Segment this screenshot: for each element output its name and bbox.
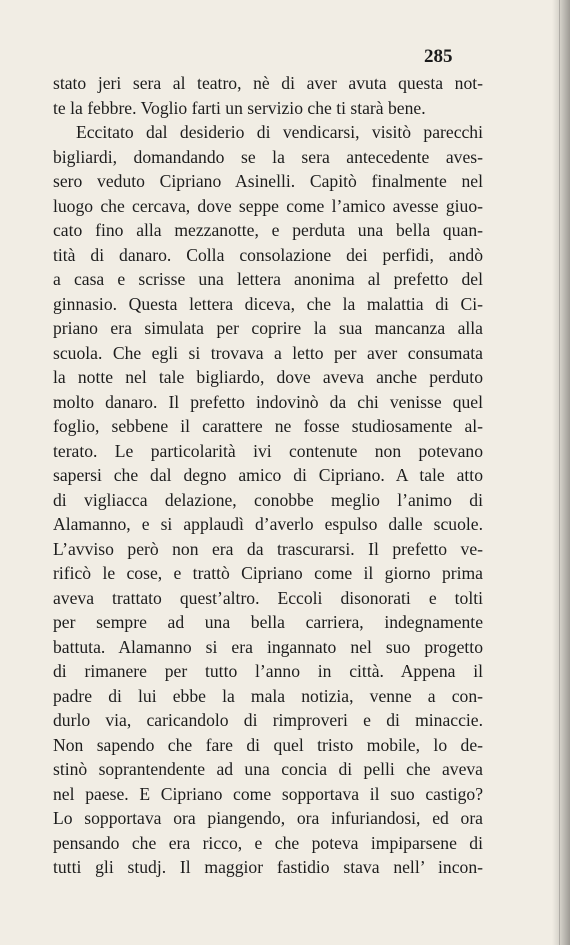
text-line: bigliardi, domandando se la sera antecedente aves- [53,146,483,167]
page-edge-shadow [552,0,570,945]
text-line: L’avviso però non era da trascurarsi. Il prefetto ve- [53,538,483,559]
text-line: ginnasio. Questa lettera diceva, che la malattia di Ci- [53,293,483,314]
text-line: a casa e scrisse una lettera anonima al prefetto del [53,269,483,289]
text-line: di vigliacca delazione, conobbe meglio l’animo di [53,489,483,510]
text-line: Non sapendo che fare di quel tristo mobile, lo de- [53,734,483,755]
text-line: di rimanere per tutto l’anno in città. Appena il [53,661,483,681]
text-line: priano era simulata per coprire la sua mancanza alla [53,318,483,338]
text-line: la notte nel tale bigliardo, dove aveva anche perduto [53,367,483,387]
text-line: Alamanno, e si applaudì d’averlo espulso dalle scuole. [53,514,483,534]
text-line: rificò le cose, e trattò Cipriano come il giorno prima [53,563,483,583]
text-line: padre di lui ebbe la mala notizia, venne a con- [53,685,483,706]
text-line: stinò soprantendente ad una concia di pelli che aveva [53,759,483,779]
text-line: durlo via, caricandolo di rimproveri e di minaccie. [53,710,483,730]
text-line: molto danaro. Il prefetto indovinò da chi venisse quel [53,391,483,412]
text-line: per sempre ad una bella carriera, indegnamente [53,612,483,632]
text-line: tità di danaro. Colla consolazione dei perfidi, andò [53,244,483,265]
text-line: pensando che era ricco, e che poteva impiparsene di [53,832,483,853]
text-line: luogo che cercava, dove seppe come l’amico avesse giuo- [53,195,483,216]
text-line: battuta. Alamanno si era ingannato nel suo progetto [53,636,483,657]
text-line: foglio, sebbene il carattere ne fosse studiosamente al- [53,416,483,436]
text-line: sero veduto Cipriano Asinelli. Capitò finalmente nel [53,171,483,191]
page-number: 285 [424,46,453,67]
text-line: Lo sopportava ora piangendo, ora infuriandosi, ed ora [53,808,483,828]
text-line: sapersi che dal degno amico di Cipriano. A tale atto [53,465,483,485]
text-line: te la febbre. Voglio farti un servizio che ti starà bene. [53,97,426,118]
body-text [53,71,483,880]
text-line: scuola. Che egli si trovava a letto per aver consumata [53,342,483,363]
text-line: Eccitato dal desiderio di vendicarsi, visitò parecchi [76,122,483,142]
text-line: tutti gli studj. Il maggior fastidio stava nell’ incon- [53,857,483,877]
text-line: aveva trattato quest’altro. Eccoli disonorati e tolti [53,587,483,608]
text-line: nel paese. E Cipriano come sopportava il suo castigo? [53,783,483,804]
text-line: stato jeri sera al teatro, nè di aver avuta questa not- [53,73,483,93]
text-line: cato fino alla mezzanotte, e perduta una bella quan- [53,220,483,240]
text-line: terato. Le particolarità ivi contenute non potevano [53,440,483,461]
